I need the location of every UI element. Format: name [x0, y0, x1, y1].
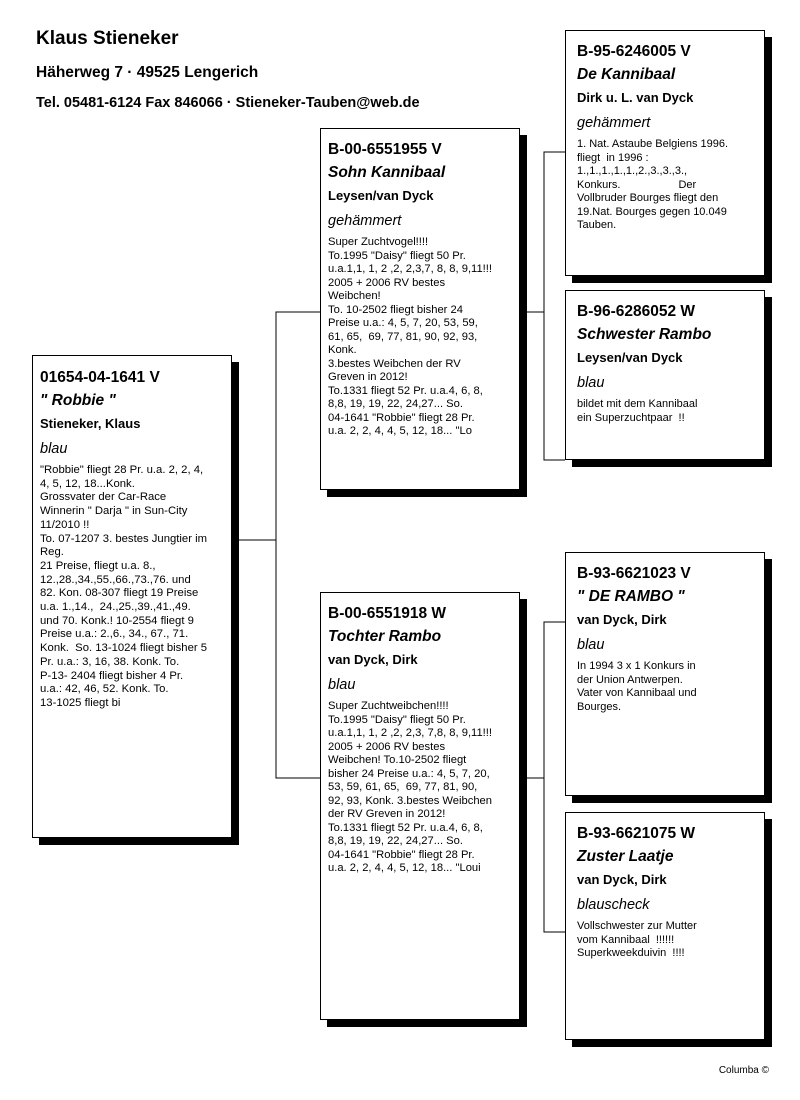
pigeon-breeder: van Dyck, Dirk — [577, 612, 667, 627]
pigeon-name: Zuster Laatje — [577, 848, 674, 865]
pigeon-color: blau — [577, 375, 605, 391]
pigeon-color: blauscheck — [577, 897, 650, 913]
pigeon-description: 1. Nat. Astaube Belgiens 1996. fliegt in 1996 : 1.,1.,1.,1.,1.,2.,3.,3.,3., Konkurs. Der Vollbruder Bourges fliegt den 19.Nat. Bourges gegen 10.049 Tauben. — [577, 138, 729, 231]
breeder-name: Klaus Stieneker — [36, 28, 179, 49]
pigeon-description: bildet mit dem Kannibaal ein Superzuchtpaar !! — [577, 398, 698, 424]
pigeon-breeder: van Dyck, Dirk — [328, 652, 418, 667]
ring-number: B-95-6246005 V — [577, 43, 691, 60]
pigeon-breeder: Leysen/van Dyck — [577, 350, 683, 365]
connector-sire-dam — [544, 312, 565, 460]
pigeon-color: blau — [577, 637, 605, 653]
ring-number: B-93-6621075 W — [577, 825, 696, 842]
pigeon-name: Tochter Rambo — [328, 628, 442, 645]
pigeon-card-sire-sire — [565, 30, 765, 276]
pigeon-card-dam-dam — [565, 812, 765, 1040]
ring-number: B-00-6551918 W — [328, 605, 447, 622]
connector-subject-sire — [232, 312, 320, 540]
breeder-address: Häherweg 7 · 49525 Lengerich — [36, 64, 259, 81]
pigeon-breeder: van Dyck, Dirk — [577, 872, 667, 887]
pigeon-description: Super Zuchtvogel!!!! To.1995 "Daisy" fliegt 50 Pr. u.a.1,1, 1, 2 ,2, 2,3,7, 8, 8, 9,11!!! 2005 + 2006 RV bestes Weibchen! To. 10-2502 fliegt bisher 24 Preise u.a.: 4, 5, 7, 20, 53, 59, 61, 65, 69, 77, 81, 90, 92, 93, Konk. 3.bestes Weibchen der RV Greven in 2012! To.1331 fliegt 52 Pr. u.a.4, 6, 8, 8,8, 19, 19, 22, 24,27... So. 04-1641 "Robbie" fliegt 28 Pr. u.a. 2, 2, 4, 4, 5, 12, 18... "Lo — [328, 236, 492, 437]
pigeon-description: Super Zuchtweibchen!!!! To.1995 "Daisy" fliegt 50 Pr. u.a.1,1, 1, 2 ,2, 2,3, 7,8, 8, 9,11!!! 2005 + 2006 RV bestes Weibchen! To.10-2502 fliegt bisher 24 Preise u.a.: 4, 5, 7, 20, 53, 59, 61, 65, 69, 77, 81, 90, 92, 93, Konk. 3.bestes Weibchen der RV Greven in 2012! To.1331 fliegt 52 Pr. u.a.4, 6, 8, 8,8, 19, 19, 22, 24,27... So. 04-1641 "Robbie" fliegt 28 Pr. u.a. 2, 2, 4, 4, 5, 12, 18... "Loui — [328, 700, 492, 874]
pigeon-name: Sohn Kannibaal — [328, 164, 446, 181]
pigeon-name: " Robbie " — [40, 392, 116, 409]
connector-dam-sire — [520, 622, 565, 778]
pigeon-card-sire-dam — [565, 290, 765, 460]
pigeon-card-sire — [320, 128, 520, 490]
footer-credit: Columba © — [718, 1065, 769, 1076]
pigeon-description: In 1994 3 x 1 Konkurs in der Union Antwerpen. Vater von Kannibaal und Bourges. — [577, 660, 697, 713]
pigeon-color: gehämmert — [328, 213, 402, 229]
connector-dam-dam — [544, 778, 565, 932]
pigeon-name: De Kannibaal — [577, 66, 676, 83]
pigeon-color: blau — [328, 677, 356, 693]
pigeon-breeder: Stieneker, Klaus — [40, 416, 141, 431]
pigeon-description: "Robbie" fliegt 28 Pr. u.a. 2, 2, 4, 4, 5, 12, 18...Konk. Grossvater der Car-Race Winnerin " Darja " in Sun-City 11/2010 !! To. 07-1207 3. bestes Jungtier im Reg. 21 Preise, fliegt u.a. 8., 12.,28.,34.,55.,66.,73.,76. und 82. Kon. 08-307 fliegt 19 Preise u.a. 1.,14., 24.,25.,39.,41.,49. und 70. Konk.! 10-2554 fliegt 9 Preise u.a.: 2.,6., 34., 67., 71. Konk. So. 13-1024 fliegt bisher 5 Pr. u.a.: 3, 16, 38. Konk. To. P-13- 2404 fliegt bisher 4 Pr. u.a.: 42, 46, 52. Konk. To. 13-1025 fliegt bi — [40, 464, 208, 709]
pigeon-name: " DE RAMBO " — [577, 588, 685, 605]
ring-number: B-96-6286052 W — [577, 303, 696, 320]
pigeon-card-dam-sire — [565, 552, 765, 796]
pigeon-breeder: Leysen/van Dyck — [328, 188, 434, 203]
pigeon-description: Vollschwester zur Mutter vom Kannibaal !!!!!! Superkweekduivin !!!! — [577, 920, 697, 959]
breeder-contact: Tel. 05481-6124 Fax 846066 · Stieneker-Tauben@web.de — [36, 95, 420, 111]
connector-subject-dam — [276, 540, 320, 778]
connector-sire-sire — [520, 152, 565, 312]
ring-number: B-93-6621023 V — [577, 565, 691, 582]
pigeon-card-dam — [320, 592, 520, 1020]
ring-number: 01654-04-1641 V — [40, 369, 160, 386]
ring-number: B-00-6551955 V — [328, 141, 442, 158]
pigeon-breeder: Dirk u. L. van Dyck — [577, 90, 694, 105]
pigeon-color: blau — [40, 441, 68, 457]
pigeon-card-subject — [32, 355, 232, 838]
pigeon-color: gehämmert — [577, 115, 651, 131]
pigeon-name: Schwester Rambo — [577, 326, 712, 343]
